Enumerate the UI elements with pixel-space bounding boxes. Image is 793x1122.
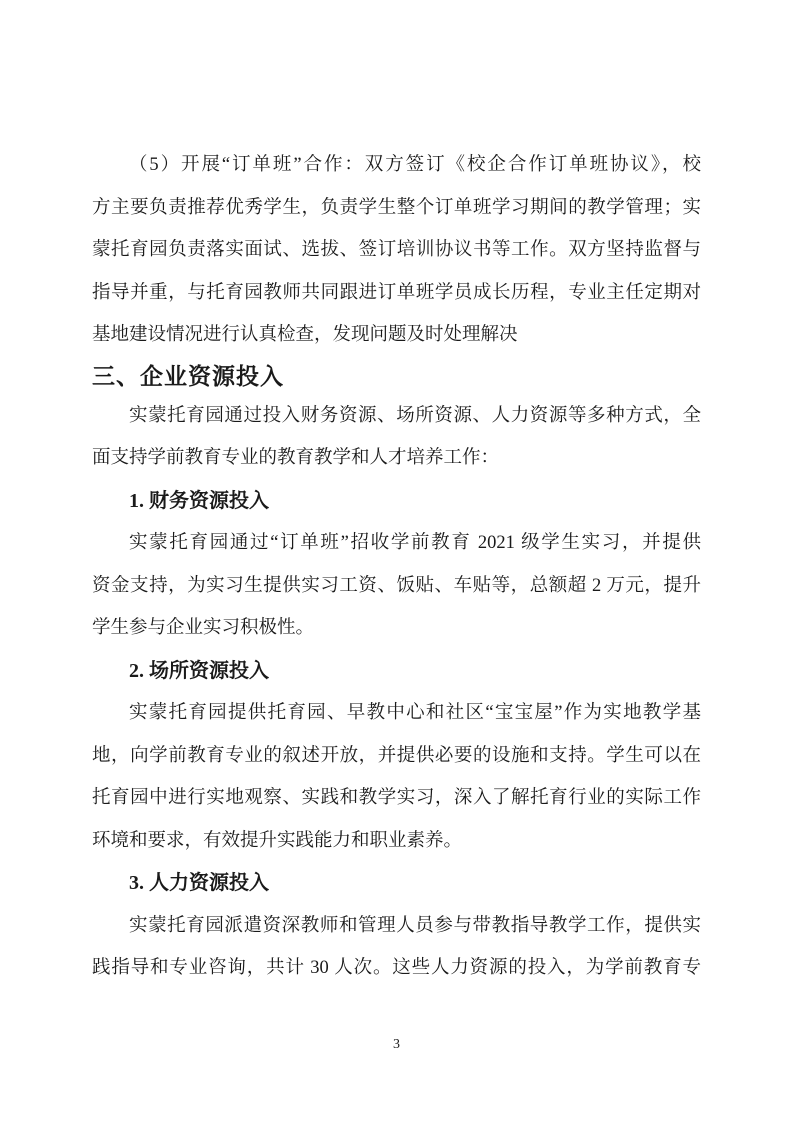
paragraph-line: 基地建设情况进行认真检查，发现问题及时处理解决 bbox=[92, 325, 518, 345]
paragraph-line: 实蒙托育园通过“订单班”招收学前教育 2021 级学生实习，并提供 bbox=[129, 533, 701, 553]
paragraph-line: 蒙托育园负责落实面试、选拔、签订培训协议书等工作。双方坚持监督与 bbox=[92, 240, 701, 260]
subsection-heading-financial: 1. 财务资源投入 bbox=[129, 489, 269, 512]
paragraph-line: 资金支持，为实习生提供实习工资、饭贴、车贴等，总额超 2 万元，提升 bbox=[92, 575, 701, 596]
paragraph-line: 托育园中进行实地观察、实践和教学实习，深入了解托育行业的实际工作 bbox=[92, 788, 701, 808]
paragraph-line: 实蒙托育园通过投入财务资源、场所资源、人力资源等多种方式，全 bbox=[129, 405, 701, 426]
paragraph-line: 实蒙托育园派遣资深教师和管理人员参与带教指导教学工作，提供实 bbox=[129, 915, 701, 936]
paragraph-line: 面支持学前教育专业的教育教学和人才培养工作： bbox=[92, 448, 500, 468]
paragraph-line: （5）开展“订单班”合作：双方签订《校企合作订单班协议》，校 bbox=[129, 155, 701, 175]
paragraph-line: 学生参与企业实习积极性。 bbox=[92, 618, 315, 638]
page-number: 3 bbox=[393, 1037, 400, 1052]
paragraph-line: 地，向学前教育专业的叙述开放，并提供必要的设施和支持。学生可以在 bbox=[92, 745, 701, 766]
subsection-heading-venue: 2. 场所资源投入 bbox=[129, 659, 269, 682]
paragraph-line: 践指导和专业咨询，共计 30 人次。这些人力资源的投入，为学前教育专 bbox=[92, 958, 701, 978]
section-heading: 三、企业资源投入 bbox=[92, 362, 284, 389]
paragraph-line: 实蒙托育园提供托育园、早教中心和社区“宝宝屋”作为实地教学基 bbox=[129, 703, 701, 723]
subsection-heading-hr: 3. 人力资源投入 bbox=[129, 872, 269, 894]
paragraph-line: 环境和要求，有效提升实践能力和职业素养。 bbox=[92, 830, 463, 851]
paragraph-line: 方主要负责推荐优秀学生，负责学生整个订单班学习期间的教学管理；实 bbox=[92, 197, 701, 218]
paragraph-line: 指导并重，与托育园教师共同跟进订单班学员成长历程，专业主任定期对 bbox=[92, 282, 701, 303]
document-body bbox=[92, 144, 701, 990]
